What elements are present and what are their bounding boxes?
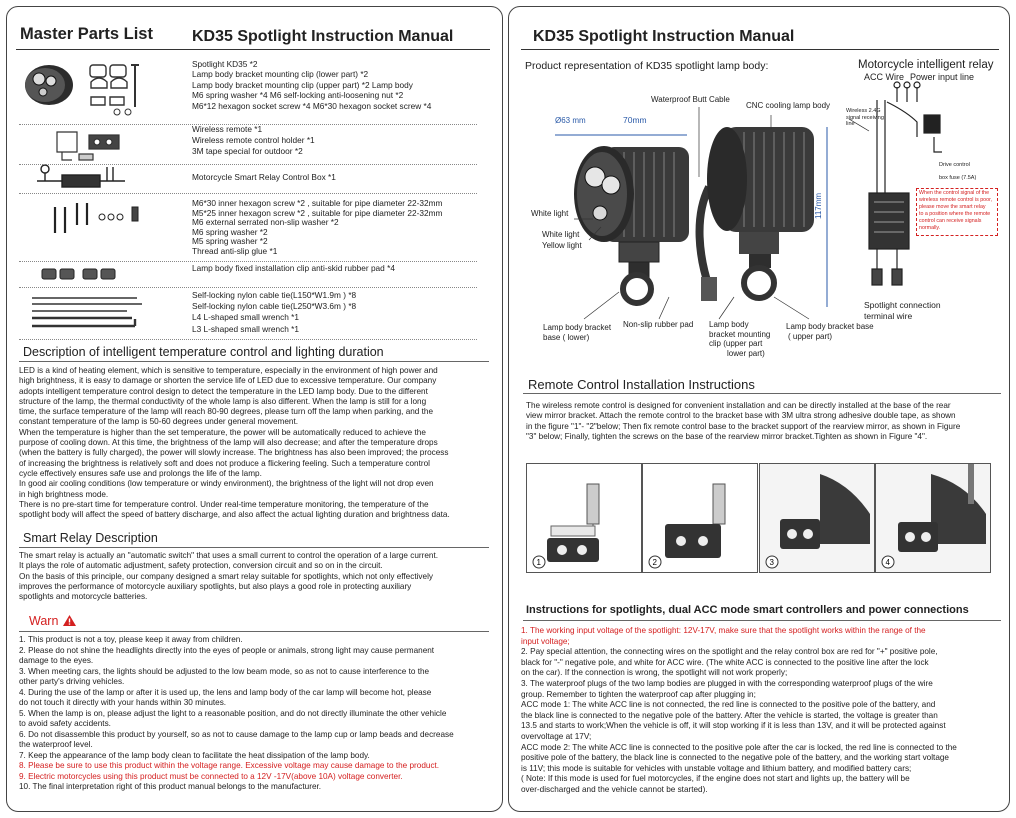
warn-heading: Warn xyxy=(29,614,75,628)
relay-paragraph: The smart relay is actually an "automatic switch" that uses a small current to control the operation of a large current. It plays the role of automatic adjustment, safety protection, conversion circuit and so on in the circuit. On the basis of this principle, our company designed a smart relay suitable for spotlights, which not only effectively improves the performance of motorcycle auxiliary spotlights, but also plays a good role in protecting auxiliary spotlights and motorcycle batteries. xyxy=(19,551,439,602)
remote-heading: Remote Control Installation Instructions xyxy=(528,377,755,392)
spotlight-icon xyxy=(25,65,73,105)
install-figure-1 xyxy=(526,463,642,573)
remote-bracket-icon xyxy=(57,132,119,160)
install-figure-2 xyxy=(642,463,758,573)
acc-list: 1. The working input voltage of the spotlight: 12V-17V, make sure that the spotlight works within the range of the input voltage; 2. Pay special attention, the connecting wires on the spotlight and the relay control box are red for "+" positive pole, black for "-" negative pole, and white for ACC wire. (The white ACC is connected to the positive line after the lock on the car). If the connection is wrong, the spotlight will not work properly; 3. The waterproof plugs of the two lamp bodies are plugged in with the corresponding waterproof plugs of the wire group. Remember to tighten the waterproof cap after plugging in; ACC mode 1: The white ACC line is not connected, the red line is connected to the positive pole of the battery, and the black line is connected to the negative pole of the battery. After the vehicle is started, the voltage is greater than 13.5 and starts to work;When the vehicle is off, it will stop working if it is less than 13V, and it will be protected against overvoltage at 17V; ACC mode 2: The white ACC line is connected to the positive pole after the car is locked, the red line is connected to the positive pole of the battery, the black line is connected to the negative pole of the battery, and the working start voltage is 11V; this mode is suitable for vehicles with unstable voltage and lithium battery, and modified battery cars; ( Note: If this mode is used for fuel motorcycles, if the engine does not start and lights up, the battery will be over-discharged and the vehicle cannot be started). xyxy=(521,626,957,794)
parts-group-2: Wireless remote *1 Wireless remote control holder *1 3M tape special for outdoor *2 xyxy=(192,124,315,156)
relay-heading: Smart Relay Description xyxy=(23,531,158,545)
rubber-pads-icon xyxy=(42,269,115,279)
cable-ties-wrench-icon xyxy=(32,298,142,326)
product-caption: Product representation of KD35 spotlight lamp body: xyxy=(525,60,769,72)
temp-heading: Description of intelligent temperature control and lighting duration xyxy=(23,345,384,359)
left-lamp-icon xyxy=(574,146,689,242)
parts-group-6: Self-locking nylon cable tie(L150*W1.9m ) *8 Self-locking nylon cable tie(L250*W3.6m ) *8 L4 L-shaped small wrench *1 L3 L-shaped small wrench *1 xyxy=(192,290,357,334)
label-clip-upper: Lamp body bracket mounting clip (upper part lower part) xyxy=(709,320,771,358)
label-base-lower: Lamp body bracket base ( lower) xyxy=(543,323,612,342)
label-wireless-line: Wireless 2.4G signal receiving line xyxy=(846,108,884,127)
label-117mm: 117mm xyxy=(814,192,823,219)
relay-note: When the control signal of the wireless remote control is poor, please move the smart relay to a position where the remote control can receive signals normally. xyxy=(919,190,993,231)
label-white-yellow: White light Yellow light xyxy=(542,230,582,250)
label-drive-control: Drive control xyxy=(939,162,970,168)
manual-title-right: KD35 Spotlight Instruction Manual xyxy=(533,28,795,45)
parts-group-4: M6*30 inner hexagon screw *2 , suitable for pipe diameter 22-32mm M5*25 inner hexagon screw *2 , suitable for pipe diameter 22-32mm M6 external serrated non-slip washer *2 M6 spring washer *2 M5 spring washer *2 Thread anti-slip glue *1 xyxy=(192,198,443,256)
bracket-clips-icon xyxy=(90,65,127,105)
fig-number-4: 4 xyxy=(885,558,890,567)
label-box-fuse: box fuse (7.5A) xyxy=(939,175,977,181)
temp-paragraph: LED is a kind of heating element, which is sensitive to temperature, especially in the environment of high power and high brightness, it is easy to damage or shorten the service life of LED due to excessive temperature. Our company adopts intelligent temperature control design to detect the temperature in the LED lamp body. Due to the different structure of the lamp, the thermal conductivity of the whole lamp is also different. When the lamp is still for a long time, the surface temperature of the lamp will reach 80-90 degrees, please turn off the lamp when parking, and the constant temperature of the lamp is 50-60 degrees under general movement. When the temperature is higher than the set temperature, the power will be automatically reduced to achieve the purpose of cooling down. At this time, the brightness of the lamp will also decrease; and after the temperature drops (when the battery is fully charged), the power will slowly increase. The brightness has also been improved; the process of increasing the brightness is relatively soft and does not produce a flickering feeling. Such a temperature control cycle effectively ensures safe use and prolongs the life of the lamp. In good air cooling conditions (low temperature or windy environment), the brightness of the light will not drop even in high brightness mode. There is no pre-start time for temperature control. Under real-time temperature monitoring, the temperature of the spotlight body will affect the speed of battery discharge, and also affect the actual lighting duration and brightness data. xyxy=(19,366,450,520)
fig-number-3: 3 xyxy=(769,558,774,567)
relay-caption: Motorcycle intelligent relay xyxy=(858,59,994,71)
label-power-input: Power input line xyxy=(910,72,975,82)
install-figure-3 xyxy=(759,463,875,573)
label-acc-wire: ACC Wire xyxy=(864,72,904,82)
right-page xyxy=(508,6,1010,812)
warning-triangle-icon xyxy=(63,615,76,626)
install-figure-4 xyxy=(875,463,991,573)
manual-title-left: KD35 Spotlight Instruction Manual xyxy=(192,28,454,45)
label-base-upper: Lamp body bracket base ( upper part) xyxy=(786,322,874,341)
left-bracket-icon xyxy=(619,242,659,303)
relay-box-icon xyxy=(37,165,125,187)
label-cnc: CNC cooling lamp body xyxy=(746,101,831,110)
label-white-light: White light xyxy=(531,209,569,218)
parts-group-3: Motorcycle Smart Relay Control Box *1 xyxy=(192,172,336,182)
label-waterproof: Waterproof Butt Cable xyxy=(651,95,730,104)
label-rubber-pad: Non-slip rubber pad xyxy=(623,320,694,329)
warn-list: 1. This product is not a toy, please keep it away from children. 2. Please do not shine the headlights directly into the eyes of people or animals, strong light may cause permanent damage to the eyes. 3. When meeting cars, the lights should be adjusted to the low beam mode, so as not to cause interference to the other party's driving vehicles. 4. During the use of the lamp or after it is used up, the lens and lamp body of the car lamp will become hot, please do not touch it directly with your hands within 30 minutes. 5. When the lamp is on, please adjust the light to a reasonable position, and do not directly illuminate the other vehicle to avoid safety accidents. 6. Do not disassemble this product by yourself, so as not to cause damage to the lamp cup or lamp beads and decrease the waterproof level. 7. Keep the appearance of the lamp body clean to facilitate the heat dissipation of the lamp body. 8. Please be sure to use this product within the voltage range. Excessive voltage may cause damage to the product. 9. Electric motorcycles using this product must be connected to a 12V -17V(above 10A) voltage converter. 10. The final interpretation right of this product manual belongs to the manufacturer. xyxy=(19,635,454,791)
master-parts-title: Master Parts List xyxy=(20,25,153,43)
right-lamp-icon xyxy=(707,127,814,298)
acc-heading: Instructions for spotlights, dual ACC mode smart controllers and power connections xyxy=(526,604,969,616)
parts-group-1: Spotlight KD35 *2 Lamp body bracket mounting clip (lower part) *2 Lamp body bracket mounting clip (upper part) *2 Lamp body M6 spring washer *4 M6 self-locking anti-loosening nut *2 M6*12 hexagon socket screw *4 M6*30 hexagon socket screw *4 xyxy=(192,59,432,111)
fig-number-1: 1 xyxy=(536,558,541,567)
hex-screws-icon xyxy=(55,203,138,233)
parts-group-5: Lamp body fixed installation clip anti-skid rubber pad *4 xyxy=(192,263,395,273)
label-diameter: Ø63 mm xyxy=(555,116,586,125)
label-spot-connection: Spotlight connection terminal wire xyxy=(864,300,941,321)
label-70mm: 70mm xyxy=(623,115,647,125)
fig-number-2: 2 xyxy=(652,558,657,567)
left-page xyxy=(6,6,503,812)
remote-paragraph: The wireless remote control is designed for convenient installation and can be directly installed at the base of the rear view mirror bracket. Attach the remote control to the bracket base with 3M ultra strong adhesive double tape, as shown in the figure "1"- "2"below; Then fix remote control base to the bracket support of the rearview mirror, as shown in Figure "3" below; Finally, tighten the screws on the base of the rearview mirror bracket.Tighten as shown in Figure "4". xyxy=(526,401,961,441)
